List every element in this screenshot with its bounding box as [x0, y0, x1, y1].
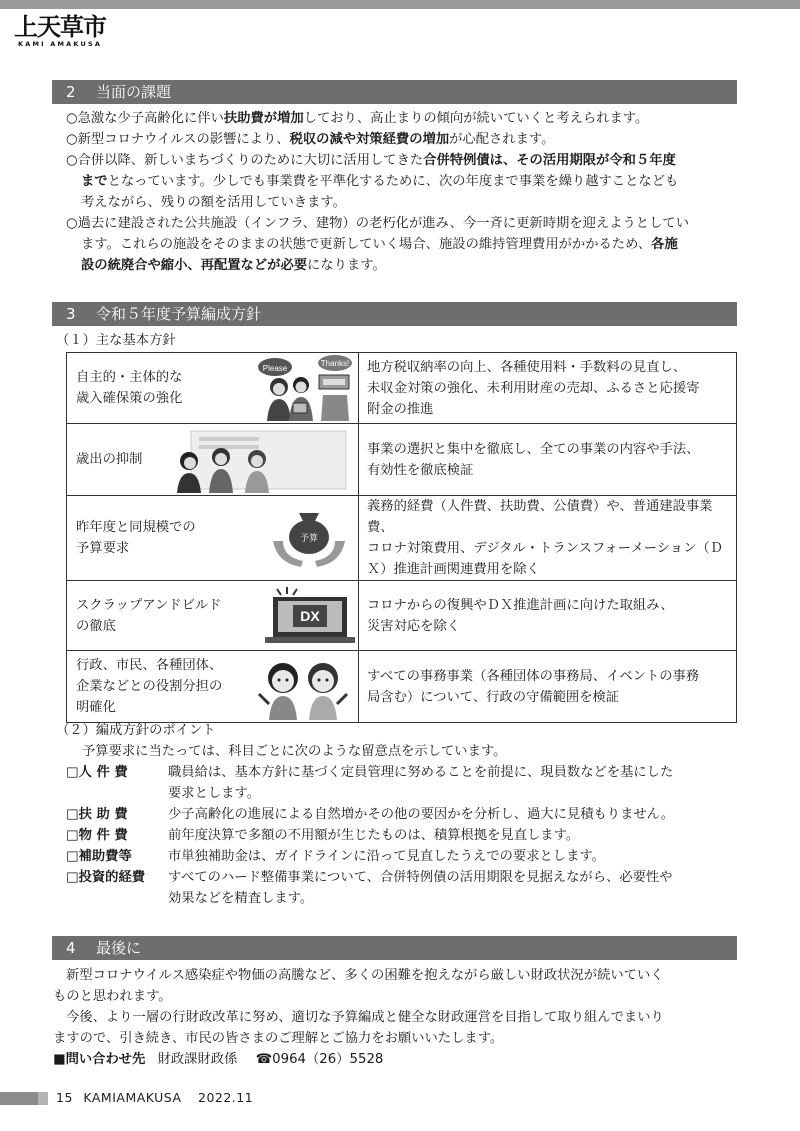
point-label-investment: □投資的経費: [66, 870, 146, 885]
policy-cell-left: 昨年度と同規模での 予算要求 予算: [67, 496, 359, 581]
section-4-heading: [52, 936, 737, 960]
policy-cell-right: すべての事務事業（各種団体の事務局、イベントの事務 局含む）について、行政の守備範囲を検証: [359, 651, 737, 723]
table-row: [67, 581, 737, 651]
section-4-title: 最後に: [96, 939, 142, 957]
policy-cell-left: スクラップアンドビルド の徹底 DX: [67, 581, 359, 651]
policy-cell-left: 行政、市民、各種団体、 企業などとの役割分担の 明確化: [67, 651, 359, 723]
point-text-personnel-1: 職員給は、基本方針に基づく定員管理に努めることを前提に、現員数などを基にした: [168, 765, 674, 780]
policy-cell-right: 義務的経費（人件費、扶助費、公債費）や、普通建設事業費、 コロナ対策費用、デジタル・トランスフォーメーション（Ｄ Ｘ）推進計画関連費用を除く: [359, 496, 737, 581]
footer: [56, 1090, 253, 1105]
contact-department: 財政課財政係: [157, 1052, 238, 1067]
contact-label: ■問い合わせ先: [53, 1052, 146, 1067]
section-3-number: 3: [66, 305, 76, 323]
point-text-subsidy: 市単独補助金は、ガイドラインに沿って見直したうえでの要求とします。: [168, 849, 605, 864]
table-row: [67, 651, 737, 723]
policy-cell-right: 地方税収納率の向上、各種使用料・手数料の見直し、 未収金対策の強化、未利用財産の売却、ふるさと応援寄 附金の推進: [359, 353, 737, 424]
contact-phone: ☎0964（26）5528: [255, 1052, 384, 1067]
closing-line-1: 新型コロナウイルス感染症や物価の高騰など、多くの困難を抱えながら厳しい財政状況が続いていく: [66, 968, 664, 983]
point-text-goods: 前年度決算で多額の不用額が生じたものは、積算根拠を見直します。: [168, 828, 580, 843]
logo-main: 上天草市: [14, 12, 106, 41]
issue-date: 2022.11: [198, 1090, 254, 1105]
issue-line-5: 考えながら、残りの額を活用していきます。: [81, 195, 346, 210]
svg-text:予算: 予算: [299, 534, 319, 544]
city-logo: [14, 14, 124, 48]
policy-cell-right: コロナからの復興やＤＸ推進計画に向けた取組み、 災害対応を除く: [359, 581, 737, 651]
svg-text:DX: DX: [300, 607, 320, 624]
publication-name: KAMIAMAKUSA: [83, 1090, 182, 1105]
issue-line-6: ○過去に建設された公共施設（インフラ、建物）の老朽化が進み、今一斉に更新時期を迎えようとしてい: [66, 216, 689, 231]
section-4-number: 4: [66, 939, 76, 957]
table-row: [67, 353, 737, 424]
page-number: 15: [56, 1090, 73, 1105]
issue-line-8: 設の統廃合や縮小、再配置などが必要になります。: [81, 258, 386, 273]
point-label-personnel: □人 件 費: [66, 765, 128, 780]
footer-bar-accent: [0, 1092, 38, 1105]
table-row: [67, 496, 737, 581]
svg-text:Thanks!: Thanks!: [320, 359, 350, 368]
issue-line-2: ○新型コロナウイルスの影響により、税収の減や対策経費の増加が心配されます。: [66, 132, 555, 147]
section-2-number: 2: [66, 83, 76, 101]
issue-line-3: ○合併以降、新しいまちづくりのために大切に活用してきた合併特例債は、その活用期限が令和５年度: [66, 153, 676, 168]
table-row: [67, 424, 737, 496]
point-text-investment-1: すべてのハード整備事業について、合併特例債の活用期限を見据えながら、必要性や: [168, 870, 673, 885]
issue-line-4: までとなっています。少しでも事業費を平準化するために、次の年度まで事業を繰り越すことなども: [81, 174, 679, 189]
policy-table: [66, 352, 737, 723]
section-2-title: 当面の課題: [96, 83, 172, 101]
subheading-points: （２）編成方針のポイント: [56, 723, 216, 738]
policy-cell-left: 歳出の抑制: [67, 424, 359, 496]
point-text-investment-2: 効果などを精査します。: [168, 891, 314, 906]
section-2-heading: [52, 80, 737, 104]
point-text-welfare: 少子高齢化の進展による自然増かその他の要因かを分析し、過大に見積もりません。: [168, 807, 675, 822]
policy-cell-left: 自主的・主体的な 歳入確保策の強化 Please Thanks!: [67, 353, 359, 424]
closing-line-2: ものと思われます。: [53, 989, 172, 1004]
closing-line-3: 今後、より一層の行財政改革に努め、適切な予算編成と健全な財政運営を目指して取り組んでまいり: [66, 1010, 664, 1025]
issue-line-1: ○急激な少子高齢化に伴い扶助費が増加しており、高止まりの傾向が続いていくと考えられます。: [66, 111, 649, 126]
point-label-subsidy: □補助費等: [66, 849, 132, 864]
point-label-goods: □物 件 費: [66, 828, 128, 843]
subheading-basic-policy: （１）主な基本方針: [56, 333, 176, 348]
svg-text:Please: Please: [262, 364, 288, 373]
top-bar: [0, 0, 800, 9]
section-3-heading: [52, 302, 737, 326]
points-intro: 予算要求に当たっては、科目ごとに次のような留意点を示しています。: [82, 744, 507, 759]
closing-line-4: ますので、引き続き、市民の皆さまのご理解とご協力をお願いいたします。: [53, 1031, 504, 1046]
section-3-title: 令和５年度予算編成方針: [96, 305, 262, 323]
issue-line-7: ます。これらの施設をそのままの状態で更新していく場合、施設の維持管理費用がかかるため、各施: [81, 237, 678, 252]
logo-sub: KAMI AMAKUSA: [18, 40, 103, 48]
point-label-welfare: □扶 助 費: [66, 807, 128, 822]
policy-cell-right: 事業の選択と集中を徹底し、全ての事業の内容や手法、 有効性を徹底検証: [359, 424, 737, 496]
contact-line: [53, 1049, 383, 1070]
point-text-personnel-2: 要求とします。: [168, 786, 261, 801]
